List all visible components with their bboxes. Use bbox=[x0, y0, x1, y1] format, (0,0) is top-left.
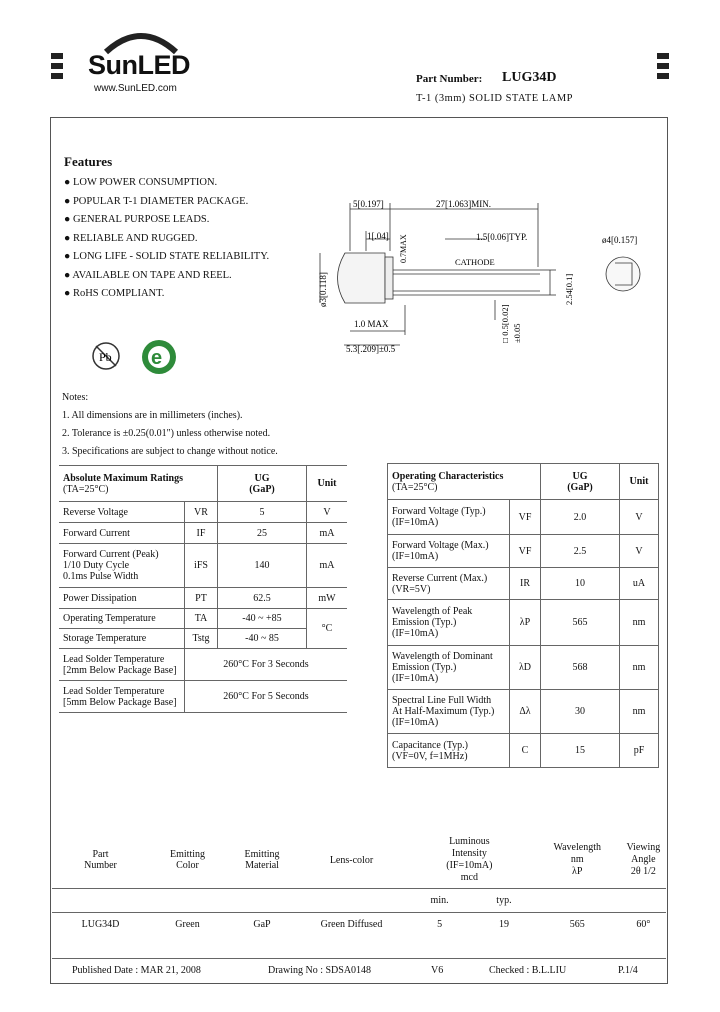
features-title: Features bbox=[64, 154, 113, 169]
table-row: Forward Current (Peak) 1/10 Duty Cycle 0.1ms Pulse Width iFS 140 mA bbox=[59, 544, 347, 588]
feature-item: ● AVAILABLE ON TAPE AND REEL. bbox=[64, 269, 232, 281]
table-row: Wavelength of Peak Emission (Typ.) (IF=10mA) λP 565 nm bbox=[388, 600, 659, 646]
published-date: Published Date : MAR 21, 2008 bbox=[72, 965, 201, 976]
website: www.SunLED.com bbox=[94, 83, 177, 94]
features-list bbox=[64, 174, 269, 304]
table-row: Spectral Line Full Width At Half-Maximum (Typ.) (IF=10mA) Δλ 30 nm bbox=[388, 690, 659, 734]
svg-text:e: e bbox=[151, 347, 163, 369]
dim-4: ø4[0.157] bbox=[602, 235, 638, 245]
drawing-number: Drawing No : SDSA0148 bbox=[268, 965, 372, 976]
dim-1: 1[.04] bbox=[367, 231, 389, 241]
feature-item: ● POPULAR T-1 DIAMETER PACKAGE. bbox=[64, 195, 249, 207]
feature-item: ● LONG LIFE - SOLID STATE RELIABILITY. bbox=[64, 251, 270, 262]
product-subtitle: T-1 (3mm) SOLID STATE LAMP bbox=[416, 93, 574, 104]
dim-10: 1.0 MAX bbox=[354, 319, 389, 329]
svg-text:Pb: Pb bbox=[99, 350, 112, 364]
part-number-label: Part Number: bbox=[416, 73, 483, 85]
package-drawing bbox=[310, 195, 660, 360]
right-margin-bar bbox=[657, 63, 669, 69]
pb-free-icon bbox=[90, 340, 122, 372]
table-row: Lead Solder Temperature [5mm Below Package Base] 260°C For 5 Seconds bbox=[59, 681, 347, 713]
table-row: Lead Solder Temperature [2mm Below Package Base] 260°C For 3 Seconds bbox=[59, 649, 347, 681]
footer-divider bbox=[52, 958, 666, 959]
feature-item: ● RoHS COMPLIANT. bbox=[64, 288, 165, 299]
table-row: Forward Voltage (Max.) (IF=10mA) VF 2.5 V bbox=[388, 535, 659, 568]
table-row: Capacitance (Typ.) (VF=0V, f=1MHz) C 15 pF bbox=[388, 734, 659, 768]
dim-tol: ±0.05 bbox=[512, 323, 522, 343]
table-row: Reverse Voltage VR 5 V bbox=[59, 502, 347, 523]
table-row: Forward Current IF 25 mA bbox=[59, 523, 347, 544]
left-margin-bar bbox=[51, 73, 63, 79]
right-margin-bar bbox=[657, 53, 669, 59]
table-row: Storage Temperature Tstg -40 ~ 85 bbox=[59, 629, 347, 649]
feature-item: ● GENERAL PURPOSE LEADS. bbox=[64, 214, 210, 225]
dim-53: 5.3[.209]±0.5 bbox=[346, 344, 396, 354]
feature-item: ● RELIABLE AND RUGGED. bbox=[64, 232, 198, 244]
note-item: 3. Specifications are subject to change without notice. bbox=[62, 446, 278, 457]
part-number: LUG34D bbox=[502, 70, 557, 85]
dim-27: 27[1.063]MIN. bbox=[436, 199, 491, 209]
op-char-table: Operating Characteristics (TA=25°C) UG (GaP) Unit Forward Voltage (Typ.) (IF=10mA) VF 2.0 V Forward Voltage (Max.) (IF=10mA) VF 2.5 V Reverse Current (Max.) (VR=5V) IR 10 uA Wavelength of Peak Emission (Typ.) (IF=10mA) λP 565 nm Wavelength of Dominant Emission (Typ.) (IF=10mA) λD 568 nm Spectral Line Full Width At Half-Maximum (Typ.) (IF=10mA) Δλ 30 nm Capacitance (Typ.) (VF=0V, f=1MHz) C 15 pF bbox=[387, 463, 659, 768]
left-margin-bar bbox=[51, 53, 63, 59]
dim-07: 0.7MAX bbox=[399, 234, 408, 263]
dim-05: □ 0.5[0.02] bbox=[500, 304, 510, 343]
table-row: Reverse Current (Max.) (VR=5V) IR 10 uA bbox=[388, 568, 659, 600]
sunled-logo bbox=[88, 26, 188, 82]
page-number: P.1/4 bbox=[618, 965, 638, 976]
left-margin-bar bbox=[51, 63, 63, 69]
checked-by: Checked : B.L.LIU bbox=[489, 965, 567, 976]
version: V6 bbox=[431, 965, 444, 976]
note-item: 2. Tolerance is ±0.25(0.01") unless otherwise noted. bbox=[62, 428, 271, 439]
table-row: Power Dissipation PT 62.5 mW bbox=[59, 588, 347, 609]
table-row: Forward Voltage (Typ.) (IF=10mA) VF 2.0 V bbox=[388, 500, 659, 535]
right-margin-bar bbox=[657, 73, 669, 79]
dim-5: 5[0.197] bbox=[353, 199, 384, 209]
note-item: 1. All dimensions are in millimeters (inches). bbox=[62, 410, 243, 421]
dim-3: ø3[0.118] bbox=[318, 272, 328, 307]
rohs-icon bbox=[140, 338, 178, 376]
table-row: LUG34D Green GaP Green Diffused 5 19 565 60° bbox=[81, 918, 651, 930]
abs-max-table: Absolute Maximum Ratings (TA=25°C) UG (GaP) Unit Reverse Voltage VR 5 V Forward Current IF 25 mA Forward Current (Peak) 1/10 Duty Cycle 0.1ms Pulse Width iFS 140 mA Power Dissipation PT 62.5 mW Operating Temperature TA -40 ~ +85 °C Storage Temperature Tstg -40 ~ 85 Lead Solder Temperature [2mm Below Package Base] 260°C For 3 Seconds Lead Solder Temperature [5mm Below Package Base] 260°C For 5 Seconds bbox=[59, 465, 347, 713]
notes bbox=[62, 389, 278, 461]
feature-item: ● LOW POWER CONSUMPTION. bbox=[64, 177, 218, 188]
notes-title: Notes: bbox=[62, 392, 89, 403]
bottom-table: Part Number Emitting Color Emitting Material Lens-color Luminous Intensity (IF=10mA) mcd Wavelength nm λP Viewing Angle 2θ 1/2 min. typ. LUG34D Green GaP Green Diffused 5 19 565 60° bbox=[52, 834, 666, 934]
dim-15: 1.5[0.06]TYP. bbox=[476, 232, 528, 242]
table-row: Operating Temperature TA -40 ~ +85 °C bbox=[59, 609, 347, 629]
cathode-label: CATHODE bbox=[455, 257, 495, 267]
brand-name: SunLED bbox=[88, 50, 190, 80]
table-row: Wavelength of Dominant Emission (Typ.) (IF=10mA) λD 568 nm bbox=[388, 646, 659, 690]
dim-254: 2.54[0.1] bbox=[564, 273, 574, 305]
